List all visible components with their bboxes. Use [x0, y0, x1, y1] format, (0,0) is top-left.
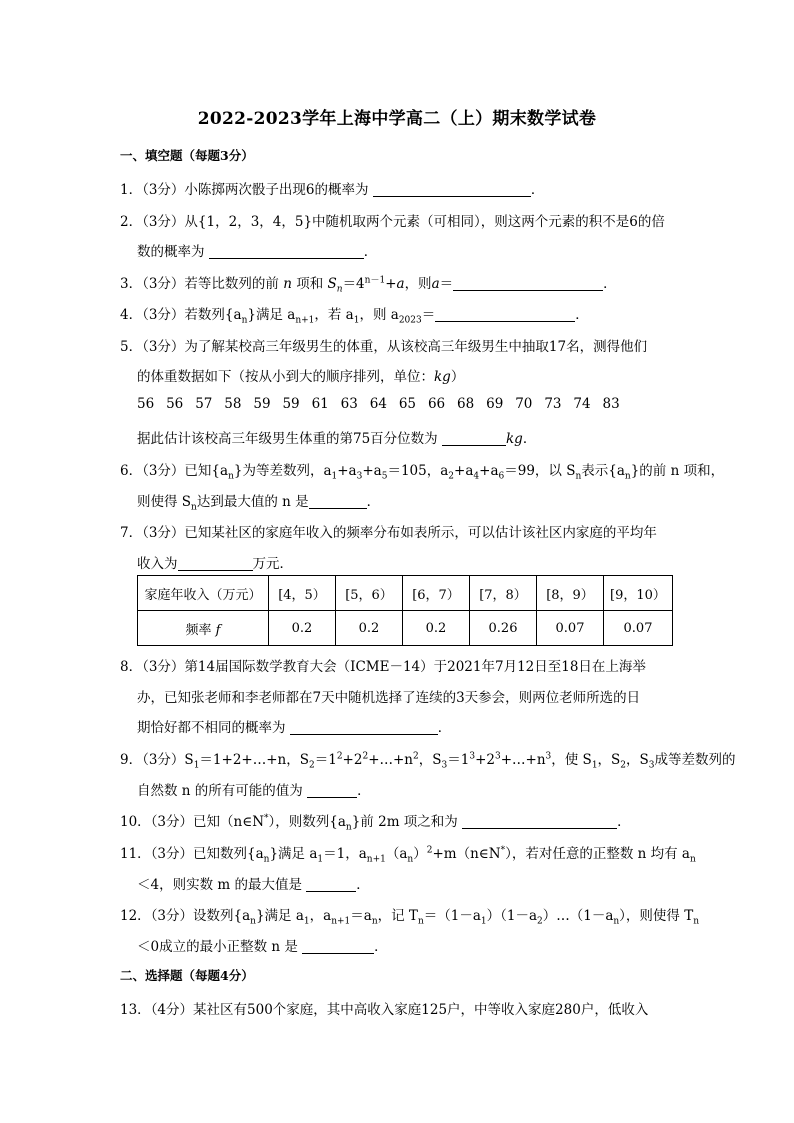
table-cell: [9，10） [604, 576, 673, 611]
page-title: 2022-2023学年上海中学高二（上）期末数学试卷 [197, 109, 597, 129]
table-cell: 0.07 [604, 611, 673, 646]
question-3: 3．（3分）若等比数列的前 n 项和 $S_n=4^{n-1}+a$，则a＝ ． [120, 275, 617, 295]
table-header-cell: 频率 f [138, 611, 269, 646]
weight-value: 63 [340, 396, 358, 412]
question-2 [120, 210, 665, 230]
question-8-cont: 办，已知张老师和李老师都在7天中随机选择了连续的3天参会，则两位老师所选的日 [137, 690, 641, 706]
question-5-cont: 的体重数据如下（按从小到大的顺序排列，单位：kg） [137, 369, 465, 385]
weight-value: 74 [573, 396, 591, 412]
question-11: 11．（3分）已知数列$\{a_n\}$满足 $a_1=1$，$a_{n+1}(a_n)^2+m(n\in N^*)$，若对任意的正整数 n 均有 $a_n$ [120, 845, 696, 865]
table-cell: [5，6） [336, 576, 403, 611]
answer-blank [309, 494, 367, 509]
table-cell: 0.2 [269, 611, 336, 646]
weight-value: 58 [224, 396, 242, 412]
question-number: 2． [120, 214, 143, 230]
weight-value: 61 [311, 396, 329, 412]
table-header-cell: 家庭年收入（万元） [138, 576, 269, 611]
weight-value: 59 [253, 396, 271, 412]
answer-blank [435, 307, 575, 322]
question-5: 5．（3分）为了解某校高三年级男生的体重，从该校高三年级男生中抽取17名，测得他们 [120, 339, 648, 355]
table-cell: 0.2 [336, 611, 403, 646]
question-2-cont: 数的概率为 ． [137, 244, 378, 260]
table-row [138, 576, 673, 611]
table-cell: 0.2 [403, 611, 470, 646]
answer-blank [307, 783, 357, 798]
answer-blank [302, 939, 374, 954]
weight-value: 69 [486, 396, 504, 412]
question-11-cont: ＜4，则实数 m 的最大值是 ． [137, 877, 370, 893]
weight-value: 70 [515, 396, 533, 412]
answer-blank [462, 814, 617, 829]
table-cell: [8，9） [537, 576, 604, 611]
question-text: （3分）从{1，2，3，4，5}中随机取两个元素（可相同），则这两个元素的积不是6的倍 [142, 214, 665, 230]
answer-blank [290, 720, 438, 735]
table-cell: [6，7） [403, 576, 470, 611]
question-6-cont: 则使得 $S_n$达到最大值的 n 是 ． [137, 494, 381, 513]
table-cell: 0.07 [537, 611, 604, 646]
weight-value: 56 [137, 396, 155, 412]
table-row [138, 611, 673, 646]
table-cell: [7，8） [470, 576, 537, 611]
question-12-cont: ＜0成立的最小正整数 n 是 ． [137, 939, 388, 955]
question-7: 7．（3分）已知某社区的家庭年收入的频率分布如表所示，可以估计该社区内家庭的平均年 [120, 525, 657, 541]
weight-value: 57 [195, 396, 213, 412]
table-cell: 0.26 [470, 611, 537, 646]
weight-value: 64 [369, 396, 387, 412]
question-1: 1．（3分）小陈掷两次骰子出现6的概率为 ． [120, 182, 545, 198]
weight-value: 68 [457, 396, 475, 412]
question-6: 6．（3分）已知$\{a_n\}$为等差数列，$a_1+a_3+a_5=105$，$a_2+a_4+a_6=99$，以 $S_n$表示$\{a_n\}$的前 n 项和， [120, 463, 725, 482]
answer-blank [306, 877, 356, 892]
weight-value: 66 [427, 396, 446, 412]
answer-blank [178, 556, 253, 571]
question-7-cont: 收入为 万元． [137, 556, 293, 572]
frequency-table [137, 575, 673, 646]
question-13: 13．（4分）某社区有500个家庭，其中高收入家庭125户，中等收入家庭280户，低收入 [120, 1002, 649, 1018]
question-8: 8．（3分）第14届国际数学教育大会（ICME－14）于2021年7月12日至18日在上海举 [120, 659, 646, 675]
answer-blank [373, 182, 531, 197]
weight-value: 73 [544, 396, 562, 412]
answer-blank [209, 244, 364, 259]
section-multiple-choice: 二、选择题（每题4分） [120, 968, 254, 983]
weight-value: 56 [166, 396, 184, 412]
weight-data [137, 396, 632, 412]
question-number: 1． [120, 182, 143, 198]
weight-value: 83 [602, 396, 620, 412]
question-10: 10．（3分）已知（n∈N*），则数列$\{a_n\}$前 2m 项之和为 ． [120, 813, 631, 833]
answer-blank [453, 276, 603, 291]
question-9: 9．（3分）$S_1=1+2+\dots+n$，$S_2=1^2+2^2+\dots+n^2$，$S_3=1^3+2^3+\dots+n^3$，使 $S_1$，$S_2$，$S_3$成等差数列的 [120, 751, 736, 771]
question-8-cont2: 期恰好都不相同的概率为 ． [137, 720, 452, 736]
weight-data-row [137, 396, 632, 412]
section-fill-in: 一、填空题（每题3分） [120, 148, 254, 163]
answer-blank [442, 431, 506, 446]
question-4: 4．（3分）若数列$\{a_n\}$满足 $a_{n+1}$，若 $a_1$，则 $a_{2023}=$ ． [120, 307, 589, 326]
weight-value: 65 [398, 396, 417, 412]
question-text: （3分）小陈掷两次骰子出现6的概率为 [142, 182, 369, 198]
question-9-cont: 自然数 n 的所有可能的值为 ． [137, 783, 371, 799]
weight-value: 59 [282, 396, 300, 412]
table-cell: [4，5） [269, 576, 336, 611]
question-5-cont2: 据此估计该校高三年级男生体重的第75百分位数为 kg． [137, 431, 537, 447]
question-12: 12．（3分）设数列$\{a_n\}$满足 $a_1$，$a_{n+1}=a_n$，记 $T_n=(1-a_1)(1-a_2)\dots(1-a_n)$，则使得 $T_n$ [120, 908, 700, 927]
